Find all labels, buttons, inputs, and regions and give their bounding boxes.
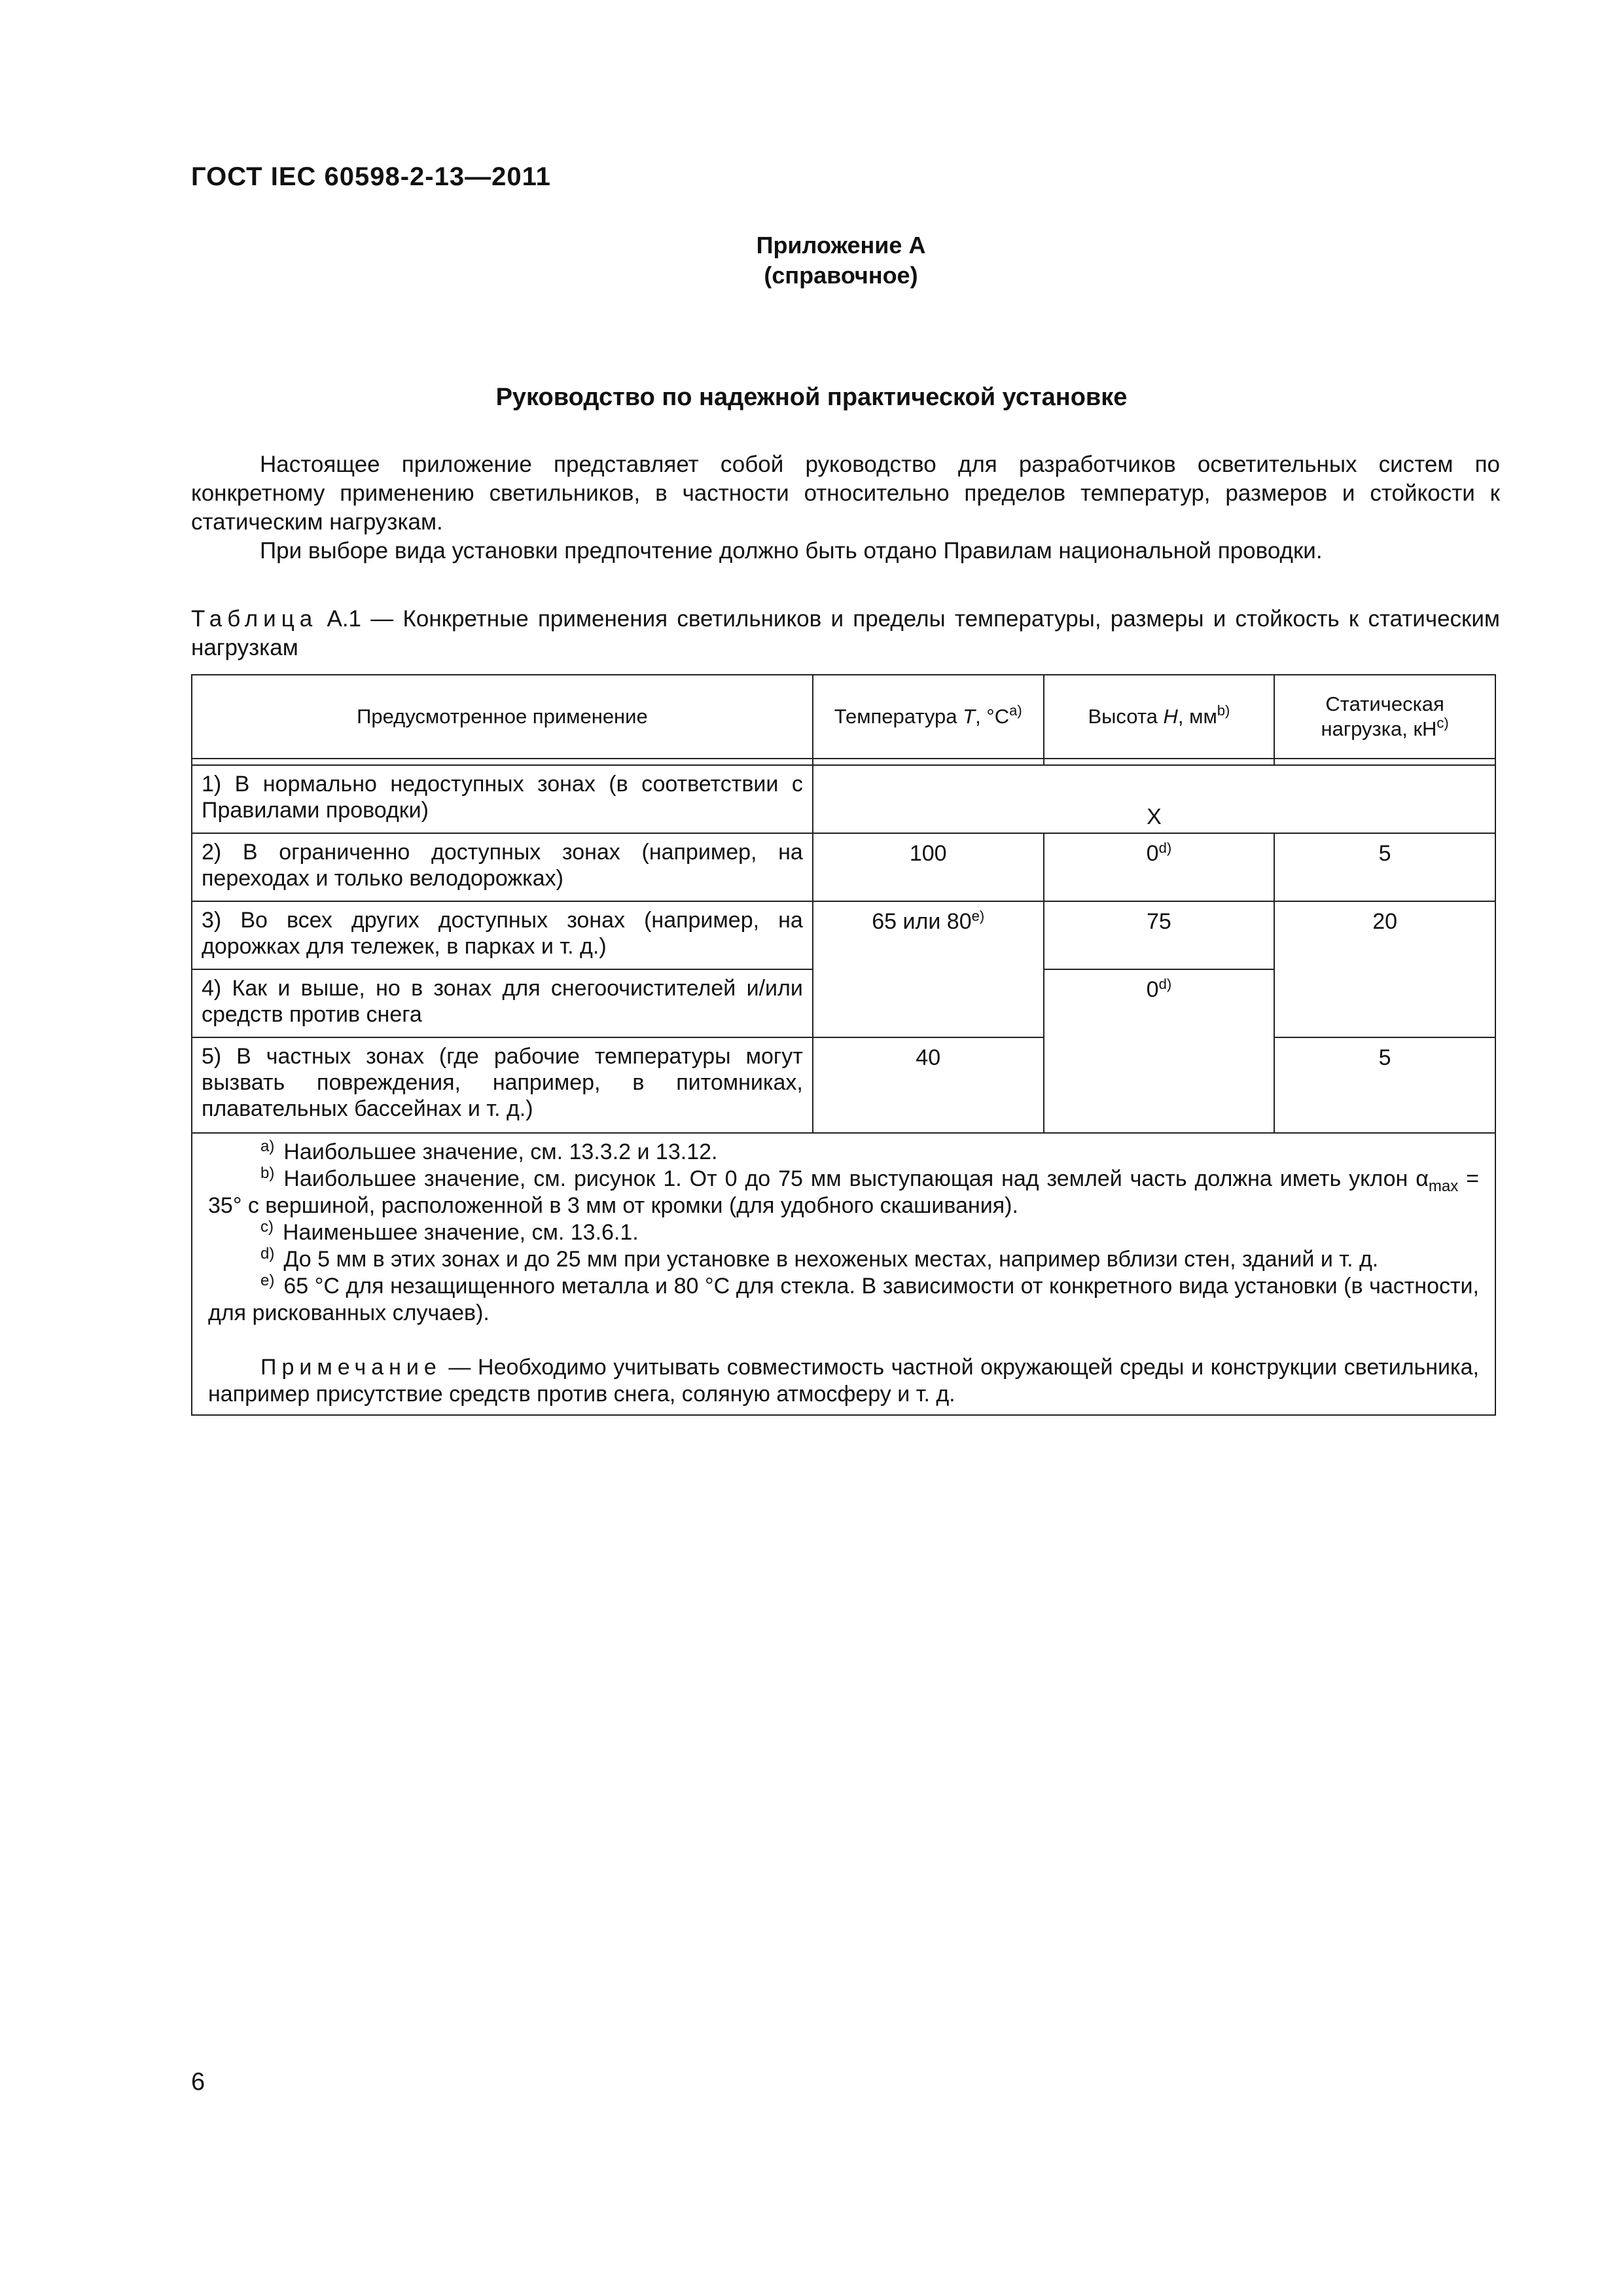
table-caption-label: Таблица bbox=[191, 606, 318, 632]
footnote-marker: e) bbox=[971, 908, 985, 924]
header-temperature: Температура T, $^\circ С^{a)}$ bbox=[813, 675, 1044, 759]
load-cell: 20 bbox=[1274, 901, 1495, 1037]
table-row bbox=[192, 765, 1495, 833]
row-label: 3) Во всех других доступных зонах (например, на дорожках для тележек, в парках и т. д.) bbox=[192, 901, 813, 969]
intro-paragraph-2: При выборе вида установки предпочтение должно быть отдано Правилам национальной проводки. bbox=[260, 538, 1323, 564]
footnote-marker: b) bbox=[260, 1164, 275, 1182]
page-number: 6 bbox=[191, 2068, 205, 2096]
applications-table bbox=[191, 674, 1496, 1416]
header-static-load: Статическая нагрузка, $кН^{c)}$ bbox=[1274, 675, 1495, 759]
alpha-symbol: α bbox=[1416, 1166, 1429, 1191]
table-header-row bbox=[192, 675, 1495, 759]
table-row bbox=[192, 901, 1495, 969]
appendix-type: (справочное) bbox=[764, 262, 918, 289]
header-gap-row bbox=[192, 759, 1495, 765]
table-row bbox=[192, 1037, 1495, 1133]
section-heading: Руководство по надежной практической установке bbox=[495, 384, 1128, 411]
height-cell: 0$^{d)}$ bbox=[1044, 969, 1275, 1133]
footnote: $^{c)}$ Наименьшее значение, см. 13.6.1. bbox=[260, 1218, 639, 1245]
document-code: ГОСТ IEC 60598-2-13—2011 bbox=[191, 162, 551, 191]
height-cell: 75 bbox=[1044, 901, 1275, 969]
footnotes-cell bbox=[192, 1133, 1495, 1415]
height-cell: 0$^{d)}$ bbox=[1044, 833, 1275, 901]
table-note: Примечание — Необходимо учитывать совместимость частной окружающей среды и конструкции светильника, например присутствие средств против снега, соляную атмосферу и т. д. bbox=[208, 1355, 1479, 1407]
footnote-marker: d) bbox=[260, 1245, 275, 1263]
table-caption bbox=[191, 605, 1500, 662]
header-height: Высота H, $мм^{b)}$ bbox=[1044, 675, 1275, 759]
footnote-marker: b) bbox=[1217, 702, 1230, 719]
note-label: Примечание bbox=[260, 1355, 442, 1380]
row-label: 1) В нормально недоступных зонах (в соответствии с Правилами проводки) bbox=[192, 765, 813, 833]
row-label: 4) Как и выше, но в зонах для снегоочистителей и/или средств против снега bbox=[192, 969, 813, 1037]
temperature-cell: 100 bbox=[813, 833, 1044, 901]
merged-value-cell: X bbox=[813, 765, 1495, 833]
temperature-cell: 40 bbox=[813, 1037, 1044, 1133]
footnote: $^{e)}$ 65 °С для незащищенного металла и 80 °С для стекла. В зависимости от конкретного вида установки (в частности, для рискованных случаев). bbox=[208, 1272, 1479, 1325]
load-cell: 5 bbox=[1274, 833, 1495, 901]
footnote-marker: e) bbox=[260, 1272, 275, 1289]
footnote-marker: d) bbox=[1158, 840, 1172, 856]
table-caption-text: А.1 — Конкретные применения светильников и пределы температуры, размеры и стойкость к статическим нагрузкам bbox=[191, 606, 1500, 660]
intro-paragraph-1: Настоящее приложение представляет собой руководство для разработчиков осветительных систем по конкретному применению светильников, в частности относительно пределов температур, размеров и стойкости к статическим нагрузкам. bbox=[191, 452, 1500, 535]
footnote-marker: a) bbox=[260, 1138, 275, 1155]
footnote-marker: a) bbox=[1009, 702, 1022, 719]
row-label: 2) В ограниченно доступных зонах (например, на переходах и только велодорожках) bbox=[192, 833, 813, 901]
footnote: $^{d)}$ До 5 мм в этих зонах и до 25 мм при установке в нехоженых местах, например вблизи стен, зданий и т. д. bbox=[260, 1245, 1379, 1272]
header-application: Предусмотренное применение bbox=[192, 675, 813, 759]
footnote: $^{a)}$ Наибольшее значение, см. 13.3.2 и 13.12. bbox=[260, 1138, 718, 1164]
footnote-marker: c) bbox=[1436, 715, 1449, 731]
footnote-marker: c) bbox=[260, 1218, 274, 1236]
intro-text bbox=[191, 450, 1500, 565]
load-cell: 5 bbox=[1274, 1037, 1495, 1133]
footnote-marker: d) bbox=[1158, 976, 1172, 992]
row-label: 5) В частных зонах (где рабочие температуры могут вызвать повреждения, например, в питомниках, плавательных бассейнах и т. д.) bbox=[192, 1037, 813, 1133]
temperature-cell: 65 или 80$^{e)}$ bbox=[813, 901, 1044, 1037]
footnote: $^{b)}$ Наибольшее значение, см. рисунок 1. От 0 до 75 мм выступающая над землей часть должна иметь уклон $\alpha_{max} = 35^\circ$ с вершиной, расположенной в 3 мм от кромки (для удобного скашивания). bbox=[208, 1164, 1479, 1218]
footnotes-row bbox=[192, 1133, 1495, 1415]
appendix-title: Приложение А bbox=[756, 232, 926, 259]
table-row bbox=[192, 833, 1495, 901]
